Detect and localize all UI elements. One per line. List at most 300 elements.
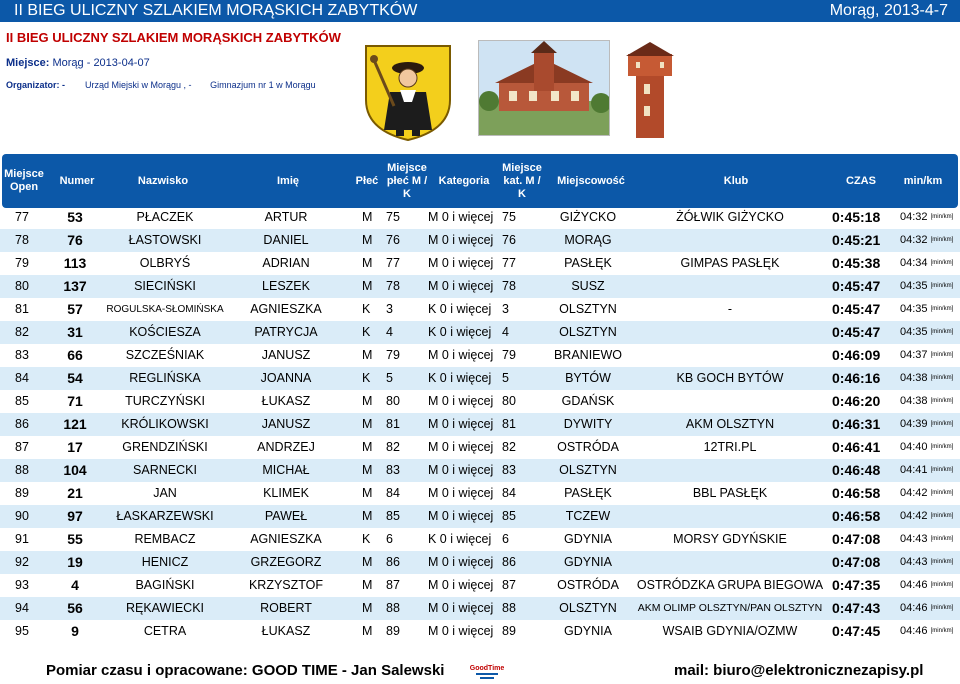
cell-klub: MORSY GDYŃSKIE	[673, 532, 787, 546]
cell-nazwisko: KRÓLIKOWSKI	[121, 417, 209, 431]
cell-plec: M	[362, 233, 373, 247]
cell-numer: 57	[67, 301, 83, 317]
cell-kategoria: M 0 i więcej	[428, 486, 494, 500]
cell-kategoria: M 0 i więcej	[428, 624, 494, 638]
cell-plec: M	[362, 486, 373, 500]
cell-miejsce-kat: 80	[502, 394, 516, 408]
goodtime-logo-text: GoodTime	[470, 665, 504, 672]
cell-kategoria: K 0 i więcej	[428, 302, 492, 316]
cell-imie: LESZEK	[262, 279, 310, 293]
table-row	[0, 551, 960, 574]
cell-imie: KRZYSZTOF	[248, 578, 324, 592]
cell-minkm	[900, 505, 960, 528]
cell-kategoria: M 0 i więcej	[428, 417, 494, 431]
cell-klub: -	[727, 302, 733, 316]
cell-nazwisko: CETRA	[143, 624, 187, 638]
cell-minkm	[900, 620, 960, 643]
cell-plec: M	[362, 463, 373, 477]
table-row	[0, 275, 960, 298]
cell-miejsce-kat: 82	[502, 440, 516, 454]
cell-czas: 0:45:18	[832, 209, 881, 225]
cell-nazwisko: REGLIŃSKA	[129, 371, 201, 385]
cell-imie: DANIEL	[263, 233, 309, 247]
cell-miejsce-plec: 83	[386, 463, 400, 477]
cell-czas: 0:45:47	[832, 278, 881, 294]
cell-kategoria: M 0 i więcej	[428, 233, 494, 247]
col-header-miejscowosc: Miejscowość	[557, 174, 625, 187]
cell-miejsce-kat: 84	[502, 486, 516, 500]
pace-unit: [min/km]	[930, 375, 954, 381]
pace-unit: [min/km]	[930, 467, 954, 473]
cell-minkm	[900, 252, 960, 275]
cell-czas: 0:46:48	[832, 462, 881, 478]
cell-plec: M	[362, 555, 373, 569]
col-header-czas: CZAS	[846, 174, 876, 187]
cell-minkm	[900, 390, 960, 413]
cell-kategoria: M 0 i więcej	[428, 348, 494, 362]
organizer-1: Urząd Miejski w Morągu , -	[85, 80, 192, 90]
cell-miejsce-plec: 86	[386, 555, 400, 569]
pace-value: 04:35	[900, 326, 928, 338]
cell-klub: ŻÓŁWIK GIŻYCKO	[676, 210, 784, 224]
col-header-minkm: min/km	[903, 174, 943, 187]
cell-kategoria: K 0 i więcej	[428, 325, 492, 339]
cell-plec: M	[362, 210, 373, 224]
cell-czas: 0:45:38	[832, 255, 881, 271]
cell-miejscowosc: DYWITY	[563, 417, 613, 431]
cell-miejsce-plec: 88	[386, 601, 400, 615]
cell-miejsce-kat: 87	[502, 578, 516, 592]
cell-miejsce-kat: 79	[502, 348, 516, 362]
cell-numer: 76	[67, 232, 83, 248]
cell-numer: 66	[67, 347, 83, 363]
cell-numer: 17	[67, 439, 83, 455]
cell-klub: AKM OLIMP OLSZTYN/PAN OLSZTYN	[637, 602, 823, 614]
cell-miejscowosc: OLSZTYN	[559, 601, 617, 615]
cell-imie: MICHAŁ	[262, 463, 310, 477]
table-row	[0, 597, 960, 620]
cell-kategoria: M 0 i więcej	[428, 555, 494, 569]
table-row	[0, 206, 960, 229]
table-row	[0, 574, 960, 597]
footer-contact-email: mail: biuro@elektronicznezapisy.pl	[674, 662, 924, 679]
cell-kategoria: M 0 i więcej	[428, 463, 494, 477]
cell-plec: M	[362, 256, 373, 270]
cell-nazwisko: GRENDZIŃSKI	[122, 440, 208, 454]
cell-minkm	[900, 413, 960, 436]
crest-icon	[352, 42, 464, 142]
cell-minkm	[900, 321, 960, 344]
cell-nazwisko: SARNECKI	[133, 463, 197, 477]
cell-miejscowosc: GDYNIA	[564, 624, 612, 638]
cell-czas: 0:46:58	[832, 508, 881, 524]
cell-miejsce-plec: 79	[386, 348, 400, 362]
cell-numer: 54	[67, 370, 83, 386]
cell-imie: KLIMEK	[263, 486, 309, 500]
cell-nazwisko: ROGULSKA-SŁOMIŃSKA	[106, 304, 224, 315]
cell-miejsce-plec: 77	[386, 256, 400, 270]
cell-kategoria: M 0 i więcej	[428, 601, 494, 615]
cell-numer: 21	[67, 485, 83, 501]
cell-miejsce-plec: 6	[386, 532, 393, 546]
pace-value: 04:43	[900, 533, 928, 545]
cell-miejscowosc: OLSZTYN	[559, 302, 617, 316]
event-place-label: Miejsce:	[6, 57, 50, 69]
cell-miejsce-open: 83	[15, 348, 29, 362]
pace-unit: [min/km]	[930, 421, 954, 427]
cell-miejscowosc: GIŻYCKO	[559, 210, 617, 224]
organizer-label: Organizator: -	[6, 80, 66, 90]
event-place-value: Morąg - 2013-04-07	[52, 57, 150, 69]
cell-minkm	[900, 551, 960, 574]
col-header-numer: Numer	[59, 174, 95, 187]
top-bar	[0, 0, 960, 22]
cell-nazwisko: OLBRYŚ	[139, 256, 191, 270]
cell-plec: M	[362, 279, 373, 293]
cell-miejsce-plec: 85	[386, 509, 400, 523]
table-row	[0, 229, 960, 252]
pace-value: 04:38	[900, 395, 928, 407]
cell-plec: M	[362, 440, 373, 454]
pace-unit: [min/km]	[930, 329, 954, 335]
pace-value: 04:46	[900, 579, 928, 591]
cell-miejscowosc: BRANIEWO	[553, 348, 623, 362]
cell-miejsce-open: 91	[15, 532, 29, 546]
cell-nazwisko: HENICZ	[141, 555, 189, 569]
cell-miejsce-open: 92	[15, 555, 29, 569]
cell-minkm	[900, 367, 960, 390]
cell-nazwisko: RĘKAWIECKI	[125, 601, 205, 615]
cell-miejsce-plec: 5	[386, 371, 393, 385]
cell-plec: M	[362, 578, 373, 592]
table-row	[0, 482, 960, 505]
col-header-miejsce-open: Miejsce Open	[4, 168, 44, 193]
cell-miejsce-kat: 3	[502, 302, 509, 316]
col-header-plec: Płeć	[355, 174, 379, 187]
cell-miejscowosc: BYTÓW	[565, 371, 611, 385]
goodtime-logo	[470, 660, 504, 682]
table-row	[0, 390, 960, 413]
cell-miejsce-kat: 86	[502, 555, 516, 569]
cell-czas: 0:47:08	[832, 554, 881, 570]
top-bar-title: II BIEG ULICZNY SZLAKIEM MORĄSKICH ZABYTKÓW	[14, 2, 418, 19]
table-row	[0, 252, 960, 275]
cell-klub: GIMPAS PASŁĘK	[680, 256, 780, 270]
cell-imie: PATRYCJA	[254, 325, 318, 339]
pace-unit: [min/km]	[930, 398, 954, 404]
cell-klub: 12TRI.PL	[703, 440, 757, 454]
pace-unit: [min/km]	[930, 536, 954, 542]
cell-numer: 71	[67, 393, 83, 409]
event-title: II BIEG ULICZNY SZLAKIEM MORĄSKICH ZABYTKÓW	[6, 30, 341, 45]
cell-miejscowosc: GDAŃSK	[561, 394, 615, 408]
footer	[0, 660, 960, 684]
table-row	[0, 436, 960, 459]
cell-nazwisko: REMBACZ	[134, 532, 196, 546]
cell-miejsce-open: 82	[15, 325, 29, 339]
pace-unit: [min/km]	[930, 214, 954, 220]
cell-minkm	[900, 206, 960, 229]
cell-numer: 137	[63, 278, 87, 294]
table-row	[0, 459, 960, 482]
cell-miejsce-open: 93	[15, 578, 29, 592]
cell-czas: 0:45:21	[832, 232, 881, 248]
cell-kategoria: M 0 i więcej	[428, 210, 494, 224]
cell-kategoria: K 0 i więcej	[428, 371, 492, 385]
cell-miejscowosc: PASŁĘK	[564, 486, 612, 500]
cell-czas: 0:45:47	[832, 324, 881, 340]
pace-value: 04:35	[900, 303, 928, 315]
col-header-imie: Imię	[276, 174, 299, 187]
col-header-miejsce-kat: Miejsce kat. M / K	[502, 161, 542, 200]
pace-value: 04:34	[900, 257, 928, 269]
cell-miejsce-open: 94	[15, 601, 29, 615]
cell-miejscowosc: OSTRÓDA	[557, 578, 619, 592]
pace-value: 04:37	[900, 349, 928, 361]
results-table-header	[2, 154, 958, 208]
table-row	[0, 505, 960, 528]
cell-miejsce-open: 85	[15, 394, 29, 408]
cell-miejsce-open: 79	[15, 256, 29, 270]
cell-imie: ROBERT	[260, 601, 312, 615]
cell-nazwisko: ŁASKARZEWSKI	[116, 509, 214, 523]
cell-miejscowosc: MORĄG	[564, 233, 612, 247]
event-organizers	[6, 80, 332, 90]
cell-numer: 31	[67, 324, 83, 340]
cell-numer: 55	[67, 531, 83, 547]
cell-czas: 0:46:41	[832, 439, 881, 455]
cell-plec: K	[362, 532, 371, 546]
cell-miejscowosc: SUSZ	[571, 279, 605, 293]
cell-miejsce-plec: 81	[386, 417, 400, 431]
pace-value: 04:32	[900, 211, 928, 223]
cell-kategoria: M 0 i więcej	[428, 509, 494, 523]
cell-kategoria: M 0 i więcej	[428, 256, 494, 270]
pace-unit: [min/km]	[930, 444, 954, 450]
cell-miejsce-plec: 80	[386, 394, 400, 408]
cell-minkm	[900, 298, 960, 321]
cell-numer: 4	[71, 577, 79, 593]
cell-miejsce-plec: 3	[386, 302, 393, 316]
event-place	[6, 57, 150, 69]
cell-miejsce-plec: 78	[386, 279, 400, 293]
pace-value: 04:35	[900, 280, 928, 292]
cell-minkm	[900, 459, 960, 482]
table-row	[0, 344, 960, 367]
cell-miejsce-kat: 5	[502, 371, 509, 385]
cell-minkm	[900, 597, 960, 620]
cell-kategoria: M 0 i więcej	[428, 394, 494, 408]
cell-miejsce-open: 77	[15, 210, 29, 224]
cell-czas: 0:46:20	[832, 393, 881, 409]
table-row	[0, 298, 960, 321]
cell-plec: M	[362, 348, 373, 362]
cell-miejsce-open: 81	[15, 302, 29, 316]
pace-value: 04:42	[900, 487, 928, 499]
pace-value: 04:32	[900, 234, 928, 246]
table-row	[0, 620, 960, 643]
cell-klub: KB GOCH BYTÓW	[676, 371, 784, 385]
cell-nazwisko: BAGIŃSKI	[135, 578, 195, 592]
pace-unit: [min/km]	[930, 306, 954, 312]
cell-imie: GRZEGORZ	[250, 555, 322, 569]
cell-miejscowosc: TCZEW	[565, 509, 611, 523]
water-tower-photo	[614, 40, 686, 140]
cell-imie: ARTUR	[264, 210, 308, 224]
cell-plec: K	[362, 371, 371, 385]
cell-miejsce-plec: 75	[386, 210, 400, 224]
pace-value: 04:38	[900, 372, 928, 384]
cell-numer: 9	[71, 623, 79, 639]
cell-miejsce-kat: 81	[502, 417, 516, 431]
cell-czas: 0:47:08	[832, 531, 881, 547]
cell-imie: JANUSZ	[261, 348, 311, 362]
footer-timing-credit: Pomiar czasu i opracowane: GOOD TIME - Jan Salewski	[46, 662, 445, 679]
cell-imie: JANUSZ	[261, 417, 311, 431]
cell-kategoria: M 0 i więcej	[428, 578, 494, 592]
cell-czas: 0:45:47	[832, 301, 881, 317]
cell-nazwisko: TURCZYŃSKI	[125, 394, 205, 408]
cell-miejsce-plec: 87	[386, 578, 400, 592]
cell-miejsce-kat: 83	[502, 463, 516, 477]
cell-kategoria: M 0 i więcej	[428, 279, 494, 293]
cell-miejscowosc: OLSZTYN	[559, 463, 617, 477]
cell-numer: 56	[67, 600, 83, 616]
table-row	[0, 367, 960, 390]
cell-czas: 0:47:35	[832, 577, 881, 593]
cell-klub: OSTRÓDZKA GRUPA BIEGOWA	[636, 578, 824, 592]
cell-imie: AGNIESZKA	[250, 532, 322, 546]
cell-miejsce-kat: 85	[502, 509, 516, 523]
cell-miejsce-kat: 77	[502, 256, 516, 270]
cell-miejsce-kat: 89	[502, 624, 516, 638]
table-row	[0, 528, 960, 551]
cell-plec: M	[362, 601, 373, 615]
table-row	[0, 413, 960, 436]
cell-kategoria: M 0 i więcej	[428, 440, 494, 454]
cell-miejsce-kat: 76	[502, 233, 516, 247]
cell-miejscowosc: GDYNIA	[564, 532, 612, 546]
pace-value: 04:39	[900, 418, 928, 430]
pace-unit: [min/km]	[930, 237, 954, 243]
cell-numer: 19	[67, 554, 83, 570]
cell-miejsce-plec: 89	[386, 624, 400, 638]
pace-unit: [min/km]	[930, 582, 954, 588]
cell-miejsce-plec: 84	[386, 486, 400, 500]
cell-czas: 0:46:58	[832, 485, 881, 501]
cell-czas: 0:46:16	[832, 370, 881, 386]
pace-value: 04:46	[900, 602, 928, 614]
cell-numer: 53	[67, 209, 83, 225]
cell-nazwisko: SIECIŃSKI	[134, 279, 196, 293]
cell-czas: 0:46:09	[832, 347, 881, 363]
cell-klub: WSAIB GDYNIA/OZMW	[662, 624, 798, 638]
cell-nazwisko: PŁACZEK	[136, 210, 194, 224]
cell-imie: ANDRZEJ	[257, 440, 315, 454]
cell-klub: AKM OLSZTYN	[685, 417, 775, 431]
cell-miejsce-kat: 78	[502, 279, 516, 293]
cell-czas: 0:47:43	[832, 600, 881, 616]
pace-value: 04:41	[900, 464, 928, 476]
cell-miejsce-open: 80	[15, 279, 29, 293]
cell-miejsce-plec: 4	[386, 325, 393, 339]
cell-kategoria: K 0 i więcej	[428, 532, 492, 546]
pace-value: 04:40	[900, 441, 928, 453]
cell-imie: AGNIESZKA	[250, 302, 322, 316]
cell-plec: M	[362, 624, 373, 638]
cell-imie: ADRIAN	[262, 256, 310, 270]
cell-czas: 0:46:31	[832, 416, 881, 432]
cell-miejsce-kat: 4	[502, 325, 509, 339]
organizer-2: Gimnazjum nr 1 w Morągu	[210, 80, 316, 90]
cell-minkm	[900, 229, 960, 252]
pace-unit: [min/km]	[930, 559, 954, 565]
cell-minkm	[900, 528, 960, 551]
col-header-kategoria: Kategoria	[438, 174, 490, 187]
cell-imie: ŁUKASZ	[261, 624, 311, 638]
cell-plec: K	[362, 325, 371, 339]
cell-miejsce-open: 89	[15, 486, 29, 500]
cell-numer: 121	[63, 416, 87, 432]
cell-numer: 97	[67, 508, 83, 524]
col-header-nazwisko: Nazwisko	[137, 174, 189, 187]
cell-miejscowosc: GDYNIA	[564, 555, 612, 569]
pace-unit: [min/km]	[930, 605, 954, 611]
col-header-miejsce-plec: Miejsce płeć M / K	[386, 161, 428, 200]
pace-value: 04:46	[900, 625, 928, 637]
cell-nazwisko: KOŚCIESZA	[129, 325, 201, 339]
cell-miejsce-plec: 82	[386, 440, 400, 454]
cell-numer: 104	[63, 462, 87, 478]
cell-nazwisko: ŁASTOWSKI	[128, 233, 202, 247]
pace-unit: [min/km]	[930, 283, 954, 289]
cell-miejscowosc: OSTRÓDA	[557, 440, 619, 454]
cell-minkm	[900, 482, 960, 505]
cell-imie: PAWEŁ	[264, 509, 308, 523]
cell-miejsce-plec: 76	[386, 233, 400, 247]
cell-miejsce-open: 78	[15, 233, 29, 247]
cell-miejsce-kat: 75	[502, 210, 516, 224]
cell-plec: M	[362, 417, 373, 431]
cell-czas: 0:47:45	[832, 623, 881, 639]
cell-miejsce-kat: 88	[502, 601, 516, 615]
pace-unit: [min/km]	[930, 490, 954, 496]
cell-miejsce-open: 88	[15, 463, 29, 477]
col-header-klub: Klub	[723, 174, 749, 187]
pace-unit: [min/km]	[930, 513, 954, 519]
top-bar-place-date: Morąg, 2013-4-7	[829, 2, 948, 19]
cell-miejscowosc: OLSZTYN	[559, 325, 617, 339]
cell-miejsce-open: 95	[15, 624, 29, 638]
cell-miejscowosc: PASŁĘK	[564, 256, 612, 270]
cell-miejsce-open: 86	[15, 417, 29, 431]
cell-klub: BBL PASŁĘK	[692, 486, 768, 500]
cell-imie: ŁUKASZ	[261, 394, 311, 408]
table-row	[0, 321, 960, 344]
cell-minkm	[900, 275, 960, 298]
cell-miejsce-open: 87	[15, 440, 29, 454]
cell-miejsce-open: 84	[15, 371, 29, 385]
cell-nazwisko: JAN	[153, 486, 177, 500]
cell-minkm	[900, 344, 960, 367]
cell-plec: K	[362, 302, 371, 316]
cell-nazwisko: SZCZEŚNIAK	[125, 348, 205, 362]
pace-value: 04:43	[900, 556, 928, 568]
cell-minkm	[900, 436, 960, 459]
cell-imie: JOANNA	[260, 371, 312, 385]
town-photo	[478, 40, 610, 136]
cell-plec: M	[362, 394, 373, 408]
